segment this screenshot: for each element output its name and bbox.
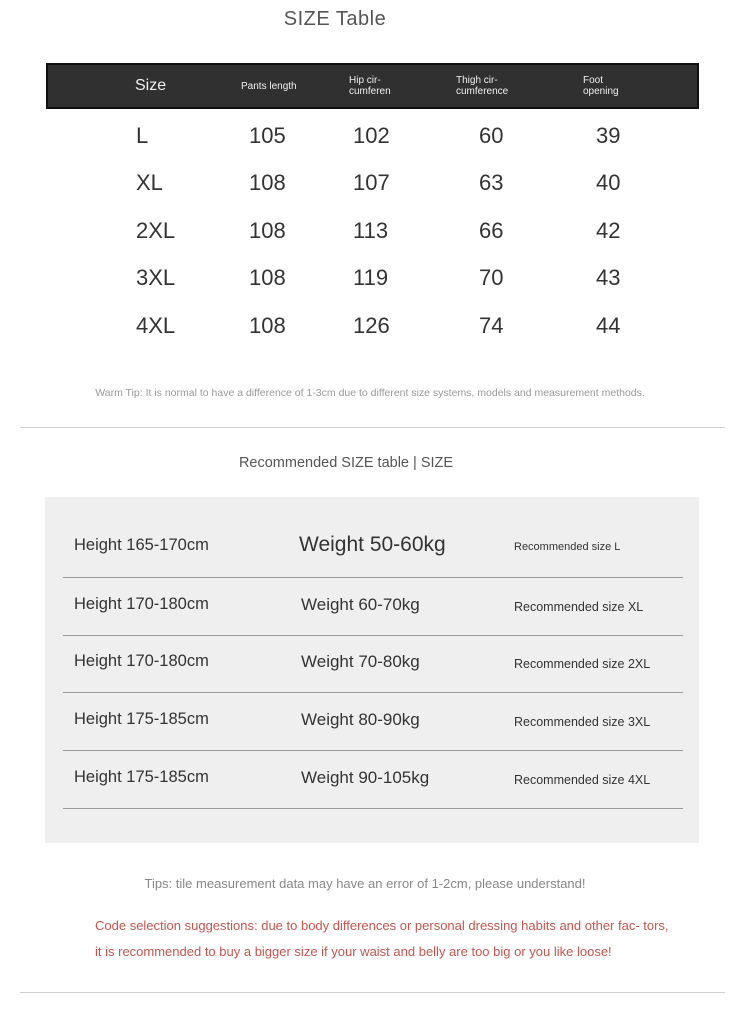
header-thigh-circumference: Thigh cir- cumference [456, 75, 509, 97]
cell-foot: 40 [596, 170, 621, 195]
height-range: Height 170-180cm [74, 595, 209, 613]
recommended-size: Recommended size 4XL [514, 773, 651, 787]
warm-tip: Warm Tip: It is normal to have a difference of 1-3cm due to different size systems, models and measurement methods. [95, 387, 645, 399]
cell-pants-length: 108 [249, 265, 286, 290]
row-divider [63, 808, 683, 809]
cell-thigh: 66 [479, 218, 504, 243]
recommended-size: Recommended size 2XL [514, 657, 651, 671]
weight-range: Weight 50-60kg [299, 533, 446, 556]
size-table-header [46, 63, 699, 109]
cell-pants-length: 108 [249, 313, 286, 338]
cell-foot: 39 [596, 123, 621, 148]
size-advice: Code selection suggestions: due to body differences or personal dressing habits and other fac- tors, it is recommended to buy a bigger size if your waist and belly are too big or you like loose! [95, 918, 669, 959]
cell-thigh: 70 [479, 265, 504, 290]
height-range: Height 170-180cm [74, 652, 209, 670]
table-row [0, 265, 750, 305]
cell-foot: 44 [596, 313, 621, 338]
table-row [0, 170, 750, 210]
cell-size: 3XL [136, 265, 176, 290]
cell-thigh: 63 [479, 170, 504, 195]
cell-thigh: 60 [479, 123, 504, 148]
height-range: Height 165-170cm [74, 536, 209, 554]
weight-range: Weight 70-80kg [301, 652, 420, 671]
cell-pants-length: 105 [249, 123, 286, 148]
cell-hip: 119 [353, 265, 389, 290]
divider [20, 427, 725, 428]
recommended-size: Recommended size 3XL [514, 715, 651, 729]
height-range: Height 175-185cm [74, 768, 209, 786]
table-row [0, 313, 750, 353]
recommended-panel [45, 497, 699, 843]
weight-range: Weight 90-105kg [301, 768, 430, 787]
cell-size: 4XL [136, 313, 176, 338]
cell-hip: 126 [353, 313, 390, 338]
cell-size: 2XL [136, 218, 176, 243]
table-row [0, 218, 750, 258]
header-hip-circumference: Hip cir- cumferen [349, 75, 391, 97]
recommended-row [45, 751, 699, 809]
weight-range: Weight 80-90kg [301, 710, 420, 729]
recommended-row [45, 578, 699, 636]
cell-hip: 107 [353, 170, 390, 195]
cell-foot: 43 [596, 265, 621, 290]
recommended-row [45, 693, 699, 751]
recommended-title: Recommended SIZE table | SIZE [238, 455, 454, 471]
cell-hip: 102 [353, 123, 390, 148]
cell-size: L [136, 123, 149, 148]
divider [20, 992, 725, 993]
header-foot-opening: Foot opening [583, 75, 619, 97]
cell-hip: 113 [353, 218, 389, 243]
recommended-row [45, 635, 699, 693]
cell-thigh: 74 [479, 313, 504, 338]
recommended-size: Recommended size XL [514, 600, 644, 614]
cell-pants-length: 108 [249, 218, 286, 243]
page-title: SIZE Table [283, 8, 387, 30]
header-size: Size [135, 77, 167, 94]
header-pants-length: Pants length [241, 80, 297, 92]
height-range: Height 175-185cm [74, 710, 209, 728]
cell-pants-length: 108 [249, 170, 286, 195]
measurement-tip: Tips: tile measurement data may have an error of 1-2cm, please understand! [144, 876, 586, 891]
recommended-size: Recommended size L [514, 541, 621, 553]
recommended-row [45, 520, 699, 578]
cell-size: XL [136, 170, 163, 195]
weight-range: Weight 60-70kg [301, 595, 420, 614]
table-row [0, 123, 750, 163]
cell-foot: 42 [596, 218, 621, 243]
